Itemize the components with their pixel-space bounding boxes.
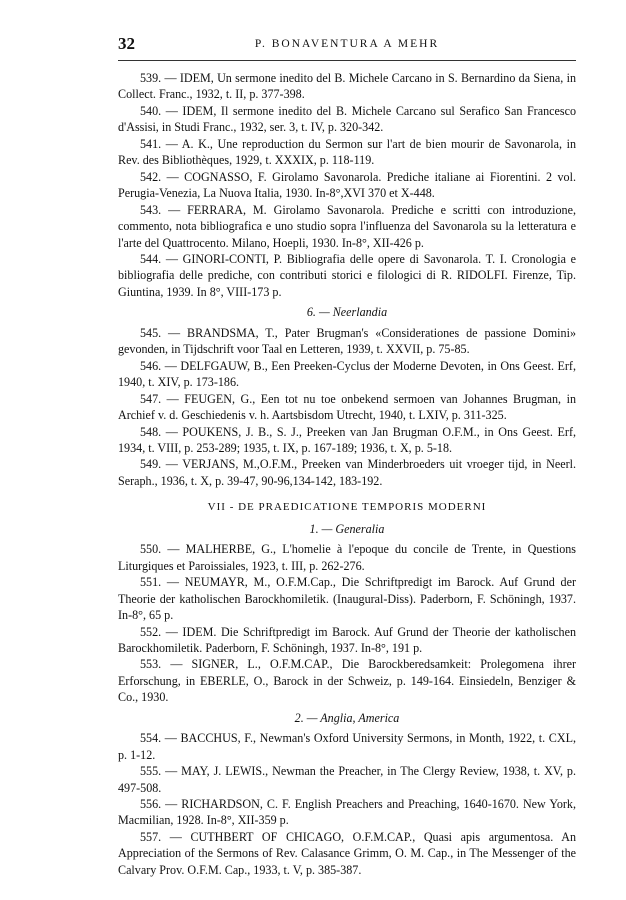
entry-555: 555. — MAY, J. LEWIS., Newman the Preacher, in The Clergy Review, 1938, t. XV, p. 497-508. xyxy=(118,764,576,795)
entry-542: 542. — COGNASSO, F. Girolamo Savonarola. Prediche italiane ai Fiorentini. 2 vol. Perugia-Venezia, La Nuova Italia, 1930. In-8°,XVI 370 et X-448. xyxy=(118,169,576,201)
entry-553: 553. — SIGNER, L., O.F.M.CAP., Die Barockberedsamkeit: Prolegomena ihrer Erforschung, in EBERLE, O., Barock in der Schweiz, p. 149-164. Einsiedeln, Benziger & Co., 1930. xyxy=(118,657,576,705)
entry-557: 557. — CUTHBERT OF CHICAGO, O.F.M.CAP., Quasi apis argumentosa. An Appreciation of the Sermons of Rev. Calasance Grimm, O. M. Cap., in The Messenger of the Calvary Prov. O.F.M. Cap., 1933, t. V, p. 385-387. xyxy=(118,829,576,877)
section-heading-neerlandia: 6. — Neerlandia xyxy=(306,305,388,320)
page-body xyxy=(118,70,576,878)
entry-556: 556. — RICHARDSON, C. F. English Preachers and Preaching, 1640-1670. New York, Macmilian, 1928. In-8°, XII-359 p. xyxy=(118,797,576,828)
entry-551: 551. — NEUMAYR, M., O.F.M.Cap., Die Schriftpredigt im Barock. Auf Grund der Theorie der katholischen Barockhomiletik. (Inaugural-Diss). Paderborn, F. Schöningh, 1937. In-8°, 65 p. xyxy=(118,575,576,623)
entry-543: 543. — FERRARA, M. Girolamo Savonarola. Prediche e scritti con introduzione, commento, nota bibliografica e uno studio sopra l'influenza del Savonarola su la letteratura e l'arte del Quattrocento. Milano, Hoepli, 1930. In-8°, XII-426 p. xyxy=(118,202,576,250)
entry-545: 545. — BRANDSMA, T., Pater Brugman's «Considerationes de passione Domini» gevonden, in Tijdschrift voor Taal en Letteren, 1939, t. XXVII, p. 75-85. xyxy=(118,325,576,357)
entry-549: 549. — VERJANS, M.,O.F.M., Preeken van Minderbroeders uit vroeger tijd, in Neerl. Seraph., 1936, t. X, p. 39-47, 90-96,134-142, 183-192. xyxy=(118,457,576,488)
entry-544: 544. — GINORI-CONTI, P. Bibliografia delle opere di Savonarola. T. I. Cronologia e bibliografia delle prediche, con contributi storici e filologici di R. RIDOLFI. Firenze, Tip. Giuntina, 1939. In 8°, VIII-173 p. xyxy=(118,251,576,299)
entry-546: 546. — DELFGAUW, B., Een Preeken-Cyclus der Moderne Devoten, in Ons Geest. Erf, 1940, t. XIV, p. 173-186. xyxy=(118,358,576,390)
header-rule xyxy=(118,60,576,61)
entry-552: 552. — IDEM. Die Schriftpredigt im Barock. Auf Grund der Theorie der katholischen Barockhomiletik. Paderborn, F. Schöningh, 1937. In-8°, 191 p. xyxy=(118,624,576,655)
page-number: 32 xyxy=(118,34,135,53)
running-head: P. BONAVENTURA A MEHR xyxy=(254,38,440,50)
page-header xyxy=(118,34,576,56)
entry-539: 539. — IDEM, Un sermone inedito del B. Michele Carcano in S. Bernardino da Siena, in Collect. Franc., 1932, t. II, p. 377-398. xyxy=(118,71,576,102)
section-heading-anglia-america: 2. — Anglia, America xyxy=(294,710,400,725)
entry-547: 547. — FEUGEN, G., Een tot nu toe onbekend sermoen van Johannes Brugman, in Archief v. d. Geschiedenis v. h. Aartsbisdom Utrecht, 1940, t. LXIV, p. 311-325. xyxy=(118,391,576,423)
entry-541: 541. — A. K., Une reproduction du Sermon sur l'art de bien mourir de Savonarola, in Rev. des Bibliothèques, 1929, t. XXXIX, p. 118-119. xyxy=(118,136,576,168)
entry-554: 554. — BACCHUS, F., Newman's Oxford University Sermons, in Month, 1922, t. CXL, p. 1-12. xyxy=(118,731,576,762)
entry-548: 548. — POUKENS, J. B., S. J., Preeken van Jan Brugman O.F.M., in Ons Geest. Erf, 1934, t. VIII, p. 253-289; 1935, t. IX, p. 167-189; 1936, t. X, p. 5-18. xyxy=(118,424,576,455)
section-heading-vii: VII - DE PRAEDICATIONE TEMPORIS MODERNI xyxy=(207,501,487,514)
entry-540: 540. — IDEM, Il sermone inedito del B. Michele Carcano sul Serafico San Francesco d'Assisi, in Studi Franc., 1932, ser. 3, t. IV, p. 320-342. xyxy=(118,103,576,135)
entry-550: 550. — MALHERBE, G., L'homelie à l'epoque du concile de Trente, in Questions Liturgiques et Paroissiales, 1923, t. III, p. 262-276. xyxy=(118,542,576,573)
section-heading-generalia: 1. — Generalia xyxy=(309,521,385,536)
